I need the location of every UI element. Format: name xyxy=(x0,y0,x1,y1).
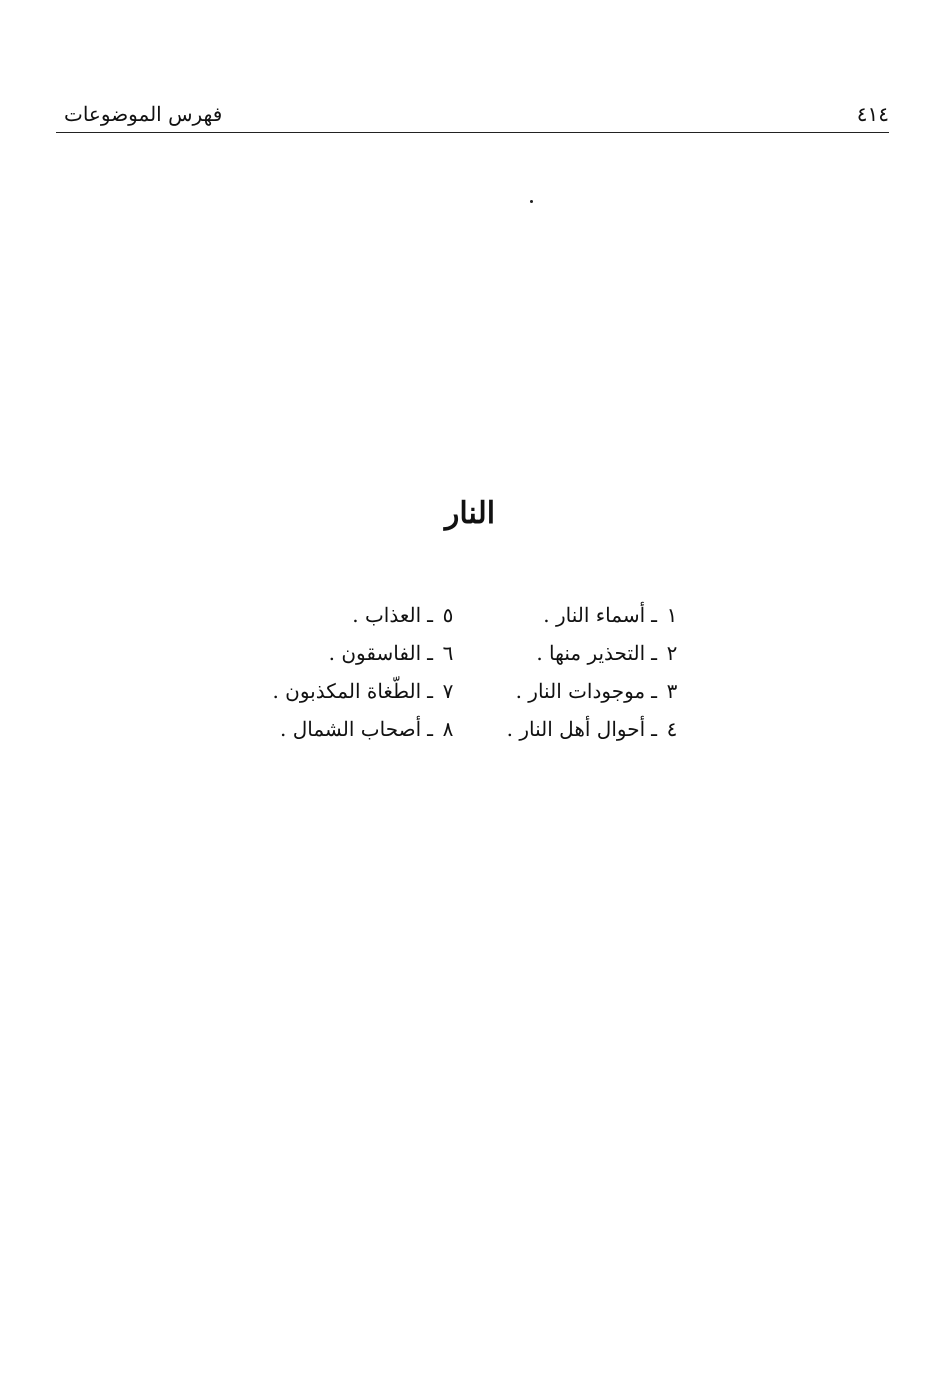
toc-item-dash: ـ xyxy=(651,603,657,627)
page-number: ٤١٤ xyxy=(856,102,889,126)
toc-item-number: ٥ xyxy=(442,603,454,627)
toc-item-number: ٣ xyxy=(666,679,678,703)
toc-item xyxy=(257,676,457,714)
toc-item-text: موجودات النار . xyxy=(515,679,646,703)
toc-column-right xyxy=(481,600,681,752)
page-header xyxy=(56,98,889,133)
chapter-title: النار xyxy=(444,496,496,531)
toc-item-text: العذاب . xyxy=(352,603,422,627)
toc-item-text: الطّغاة المكذبون . xyxy=(272,679,422,703)
toc-item-text: أحوال أهل النار . xyxy=(506,717,646,741)
toc-item xyxy=(481,638,681,676)
toc-column-left xyxy=(257,600,457,752)
toc-item-number: ٦ xyxy=(442,641,454,665)
toc-item-dash: ـ xyxy=(651,641,657,665)
toc-item xyxy=(257,638,457,676)
toc-item xyxy=(481,676,681,714)
toc-item-number: ٢ xyxy=(666,641,678,665)
toc-item-number: ٧ xyxy=(442,679,454,703)
toc-item xyxy=(257,600,457,638)
toc-item-dash: ـ xyxy=(427,717,433,741)
toc-item xyxy=(481,600,681,638)
toc-item xyxy=(257,714,457,752)
toc-item-text: أصحاب الشمال . xyxy=(280,717,422,741)
toc-item-number: ٨ xyxy=(442,717,454,741)
toc-item-number: ١ xyxy=(666,603,678,627)
toc-item-dash: ـ xyxy=(651,679,657,703)
toc-item-dash: ـ xyxy=(427,603,433,627)
toc-item-dash: ـ xyxy=(651,717,657,741)
toc-item-text: الفاسقون . xyxy=(328,641,422,665)
toc-item-dash: ـ xyxy=(427,641,433,665)
toc-item-number: ٤ xyxy=(666,717,678,741)
stray-dot xyxy=(530,200,533,203)
toc-item xyxy=(481,714,681,752)
running-head: فهرس الموضوعات xyxy=(64,102,223,126)
toc-item-dash: ـ xyxy=(427,679,433,703)
toc-item-text: التحذير منها . xyxy=(536,641,646,665)
toc-item-text: أسماء النار . xyxy=(543,603,646,627)
